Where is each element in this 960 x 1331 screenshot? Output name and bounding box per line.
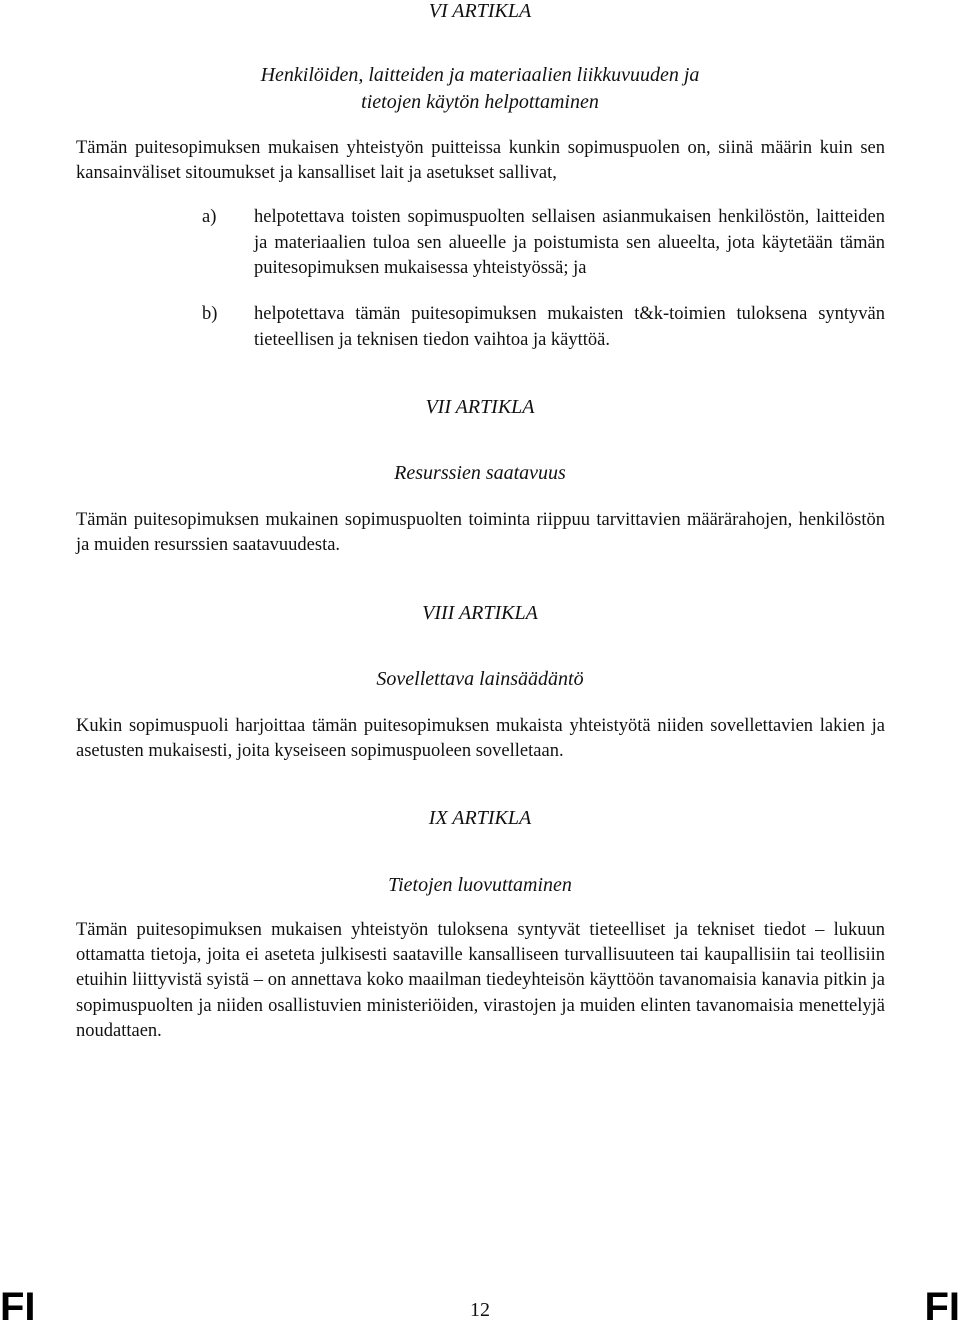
article-6-heading: VI ARTIKLA	[428, 0, 532, 22]
article-6-title-line-2: tietojen käytön helpottaminen	[361, 91, 599, 113]
article-6-title	[0, 62, 960, 116]
article-9-heading: IX ARTIKLA	[428, 807, 532, 829]
article-8-body: Kukin sopimuspuoli harjoittaa tämän puitesopimuksen mukaista yhteistyötä niiden sovellettavien lakien ja asetusten mukaisesti, joita kyseiseen sopimuspuoleen sovelletaan.	[76, 716, 885, 762]
article-7-body: Tämän puitesopimuksen mukainen sopimuspuolten toiminta riippuu tarvittavien määrärahojen, henkilöstön ja muiden resurssien saatavuudesta.	[76, 510, 885, 556]
article-6-intro: Tämän puitesopimuksen mukaisen yhteistyön puitteissa kunkin sopimuspuolen on, siinä määrin kuin sen kansainväliset sitoumukset ja kansalliset lait ja asetukset sallivat,	[76, 138, 885, 184]
article-9-title: Tietojen luovuttaminen	[388, 874, 572, 896]
list-marker: a)	[202, 207, 217, 227]
list-item-text: helpotettava tämän puitesopimuksen mukaisten t&k-toimien tuloksena syntyvän tieteellisen ja teknisen tiedon vaihtoa ja käyttöä.	[254, 304, 885, 350]
page-number: 12	[470, 1299, 490, 1321]
article-7-title: Resurssien saatavuus	[394, 462, 566, 484]
list-item	[202, 302, 885, 358]
list-item-text: helpotettava toisten sopimuspuolten sellaisen asianmukaisen henkilöstön, laitteiden ja materiaalien tuloa sen alueelle ja poistumista sen alueelta, jota käytetään tämän puitesopimuksen mukaisessa yhteistyössä; ja	[254, 207, 885, 278]
list-marker: b)	[202, 304, 218, 324]
article-7-heading: VII ARTIKLA	[425, 396, 535, 418]
footer-language-code-left: FI	[0, 1285, 36, 1329]
article-8-title: Sovellettava lainsäädäntö	[376, 668, 584, 690]
article-8-heading: VIII ARTIKLA	[422, 602, 538, 624]
list-item	[202, 205, 885, 285]
article-6-title-line-1: Henkilöiden, laitteiden ja materiaalien liikkuvuuden ja	[260, 64, 700, 86]
footer-language-code-right: FI	[924, 1285, 960, 1329]
article-9-body: Tämän puitesopimuksen mukaisen yhteistyön tuloksena syntyvät tieteelliset ja tekniset tiedot – lukuun ottamatta tietoja, joita ei aseteta julkisesti saataville kansalliseen turvallisuuteen tai kaupallisiin tai teollisiin etuihin liittyvistä syistä – on annettava koko maailman tiedeyhteisön käyttöön tavanomaisia kanavia pitkin ja sopimuspuolten ja niiden osallistuvien ministeriöiden, virastojen ja muiden elinten tavanomaisia menettelyjä noudattaen.	[76, 920, 885, 1041]
